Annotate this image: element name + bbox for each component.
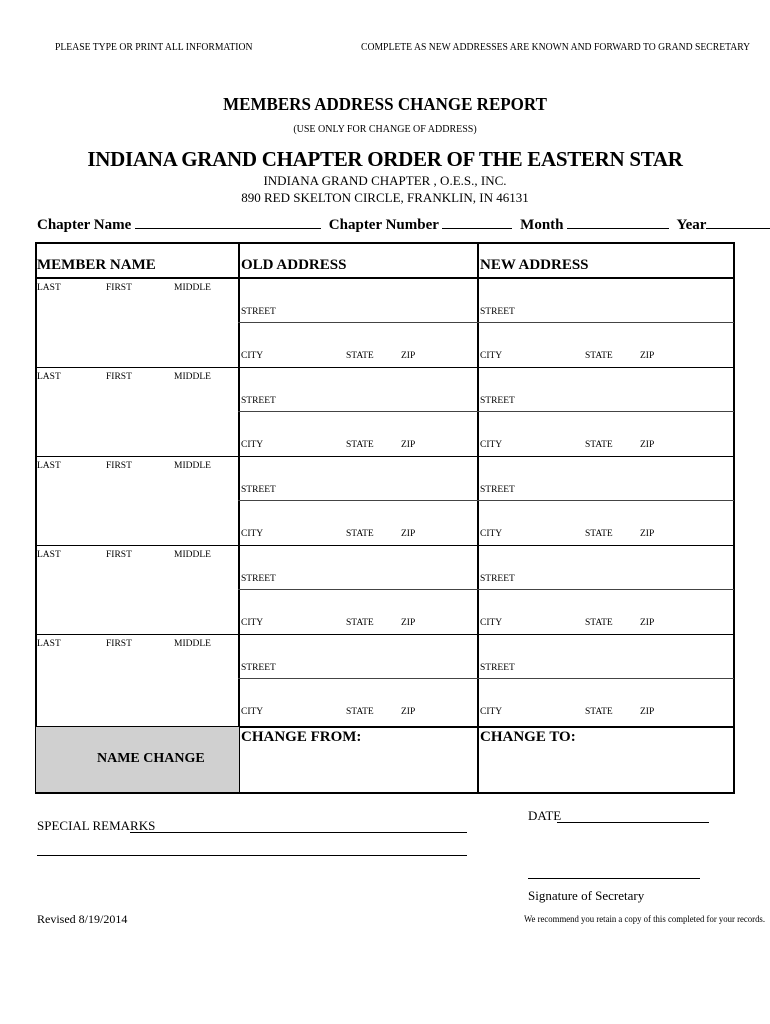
new-state-label: STATE <box>585 618 613 628</box>
last-name-label: LAST <box>37 372 61 382</box>
middle-name-label: MIDDLE <box>174 461 211 471</box>
new-street-label: STREET <box>480 663 515 673</box>
new-street-label: STREET <box>480 574 515 584</box>
date-field[interactable] <box>557 822 709 823</box>
last-name-label: LAST <box>37 639 61 649</box>
old-city-label: CITY <box>241 440 264 450</box>
old-street-input-5[interactable] <box>241 636 475 662</box>
new-state-label: STATE <box>585 529 613 539</box>
old-city-label: CITY <box>241 618 264 628</box>
new-address-header: NEW ADDRESS <box>480 257 589 273</box>
first-name-label: FIRST <box>106 372 132 382</box>
report-title: MEMBERS ADDRESS CHANGE REPORT <box>223 94 547 115</box>
retain-copy-note: We recommend you retain a copy of this completed for your records. <box>524 915 766 925</box>
month-label: Month <box>520 217 564 233</box>
last-name-label: LAST <box>37 283 61 293</box>
new-city-label: CITY <box>480 618 503 628</box>
new-state-label: STATE <box>585 707 613 717</box>
new-street-input-1[interactable] <box>480 280 732 306</box>
member-block-divider <box>35 367 735 368</box>
last-name-label: LAST <box>37 550 61 560</box>
change-to-label: CHANGE TO: <box>480 729 576 745</box>
old-state-label: STATE <box>346 618 374 628</box>
table-border-right <box>733 242 735 794</box>
new-zip-label: ZIP <box>640 707 655 717</box>
old-city-input-3[interactable] <box>241 502 475 528</box>
new-zip-label: ZIP <box>640 618 655 628</box>
member-block-divider <box>35 456 735 457</box>
old-city-label: CITY <box>241 707 264 717</box>
new-city-input-4[interactable] <box>480 591 732 617</box>
member-block-divider <box>35 634 735 635</box>
old-address-header: OLD ADDRESS <box>241 257 347 273</box>
chapter-number-label: Chapter Number <box>328 217 439 233</box>
chapter-number-field[interactable] <box>442 215 512 229</box>
new-street-input-3[interactable] <box>480 458 732 484</box>
header-bottom-rule <box>35 277 735 279</box>
old-city-label: CITY <box>241 529 264 539</box>
old-zip-label: ZIP <box>401 618 416 628</box>
change-from-label: CHANGE FROM: <box>241 729 362 745</box>
special-remarks-field-line2[interactable] <box>37 855 467 856</box>
middle-name-label: MIDDLE <box>174 372 211 382</box>
old-street-label: STREET <box>241 663 276 673</box>
old-street-label: STREET <box>241 485 276 495</box>
table-divider-new <box>477 242 479 794</box>
organization-address: 890 RED SKELTON CIRCLE, FRANKLIN, IN 46131 <box>241 190 529 205</box>
old-street-input-1[interactable] <box>241 280 475 306</box>
member-name-input-2[interactable] <box>37 385 235 453</box>
new-state-label: STATE <box>585 351 613 361</box>
new-city-label: CITY <box>480 707 503 717</box>
member-name-input-4[interactable] <box>37 563 235 631</box>
member-name-input-3[interactable] <box>37 474 235 542</box>
old-state-label: STATE <box>346 529 374 539</box>
old-street-input-3[interactable] <box>241 458 475 484</box>
street-city-divider <box>238 589 734 590</box>
middle-name-label: MIDDLE <box>174 639 211 649</box>
table-border-top <box>35 242 735 244</box>
new-city-label: CITY <box>480 440 503 450</box>
new-city-input-1[interactable] <box>480 324 732 350</box>
organization-title: INDIANA GRAND CHAPTER ORDER OF THE EASTERN STAR <box>87 147 683 171</box>
new-city-input-2[interactable] <box>480 413 732 439</box>
organization-name: INDIANA GRAND CHAPTER , O.E.S., INC. <box>263 173 507 188</box>
street-city-divider <box>238 500 734 501</box>
new-street-label: STREET <box>480 396 515 406</box>
new-zip-label: ZIP <box>640 440 655 450</box>
old-street-input-4[interactable] <box>241 547 475 573</box>
year-field[interactable] <box>706 215 770 229</box>
new-street-input-5[interactable] <box>480 636 732 662</box>
signature-label: Signature of Secretary <box>528 888 645 903</box>
special-remarks-label: SPECIAL REMARKS <box>37 818 156 833</box>
chapter-name-label: Chapter Name <box>37 217 132 233</box>
old-state-label: STATE <box>346 440 374 450</box>
old-street-input-2[interactable] <box>241 369 475 395</box>
special-remarks-field[interactable] <box>130 832 467 833</box>
year-label: Year <box>676 217 707 233</box>
instruction-note: PLEASE TYPE OR PRINT ALL INFORMATION <box>55 41 253 53</box>
middle-name-label: MIDDLE <box>174 283 211 293</box>
street-city-divider <box>238 678 734 679</box>
old-state-label: STATE <box>346 351 374 361</box>
date-label: DATE <box>528 808 562 823</box>
month-field[interactable] <box>567 215 669 229</box>
new-street-input-2[interactable] <box>480 369 732 395</box>
forwarding-note: COMPLETE AS NEW ADDRESSES ARE KNOWN AND FORWARD TO GRAND SECRETARY <box>361 41 751 53</box>
old-zip-label: ZIP <box>401 707 416 717</box>
old-city-label: CITY <box>241 351 264 361</box>
member-block-divider <box>35 545 735 546</box>
chapter-name-field[interactable] <box>135 215 321 229</box>
member-name-input-1[interactable] <box>37 296 235 364</box>
old-street-label: STREET <box>241 574 276 584</box>
old-zip-label: ZIP <box>401 440 416 450</box>
first-name-label: FIRST <box>106 550 132 560</box>
secretary-signature-field[interactable] <box>528 878 700 879</box>
member-name-input-5[interactable] <box>37 652 235 720</box>
new-city-label: CITY <box>480 351 503 361</box>
old-city-input-5[interactable] <box>241 680 475 706</box>
report-subtitle: (USE ONLY FOR CHANGE OF ADDRESS) <box>293 124 477 135</box>
street-city-divider <box>238 411 734 412</box>
name-change-label: NAME CHANGE <box>97 751 205 766</box>
old-state-label: STATE <box>346 707 374 717</box>
old-zip-label: ZIP <box>401 351 416 361</box>
first-name-label: FIRST <box>106 639 132 649</box>
new-state-label: STATE <box>585 440 613 450</box>
new-street-label: STREET <box>480 307 515 317</box>
new-city-input-3[interactable] <box>480 502 732 528</box>
old-city-input-1[interactable] <box>241 324 475 350</box>
old-zip-label: ZIP <box>401 529 416 539</box>
revision-date: Revised 8/19/2014 <box>37 912 128 926</box>
last-name-label: LAST <box>37 461 61 471</box>
middle-name-label: MIDDLE <box>174 550 211 560</box>
old-street-label: STREET <box>241 307 276 317</box>
first-name-label: FIRST <box>106 283 132 293</box>
street-city-divider <box>238 322 734 323</box>
first-name-label: FIRST <box>106 461 132 471</box>
old-city-input-4[interactable] <box>241 591 475 617</box>
new-city-input-5[interactable] <box>480 680 732 706</box>
old-street-label: STREET <box>241 396 276 406</box>
new-zip-label: ZIP <box>640 529 655 539</box>
new-street-input-4[interactable] <box>480 547 732 573</box>
old-city-input-2[interactable] <box>241 413 475 439</box>
table-divider-old <box>238 242 240 794</box>
new-city-label: CITY <box>480 529 503 539</box>
new-street-label: STREET <box>480 485 515 495</box>
new-zip-label: ZIP <box>640 351 655 361</box>
chapter-info-row <box>37 215 770 234</box>
table-border-bottom <box>35 792 735 794</box>
member-name-header: MEMBER NAME <box>37 257 156 273</box>
